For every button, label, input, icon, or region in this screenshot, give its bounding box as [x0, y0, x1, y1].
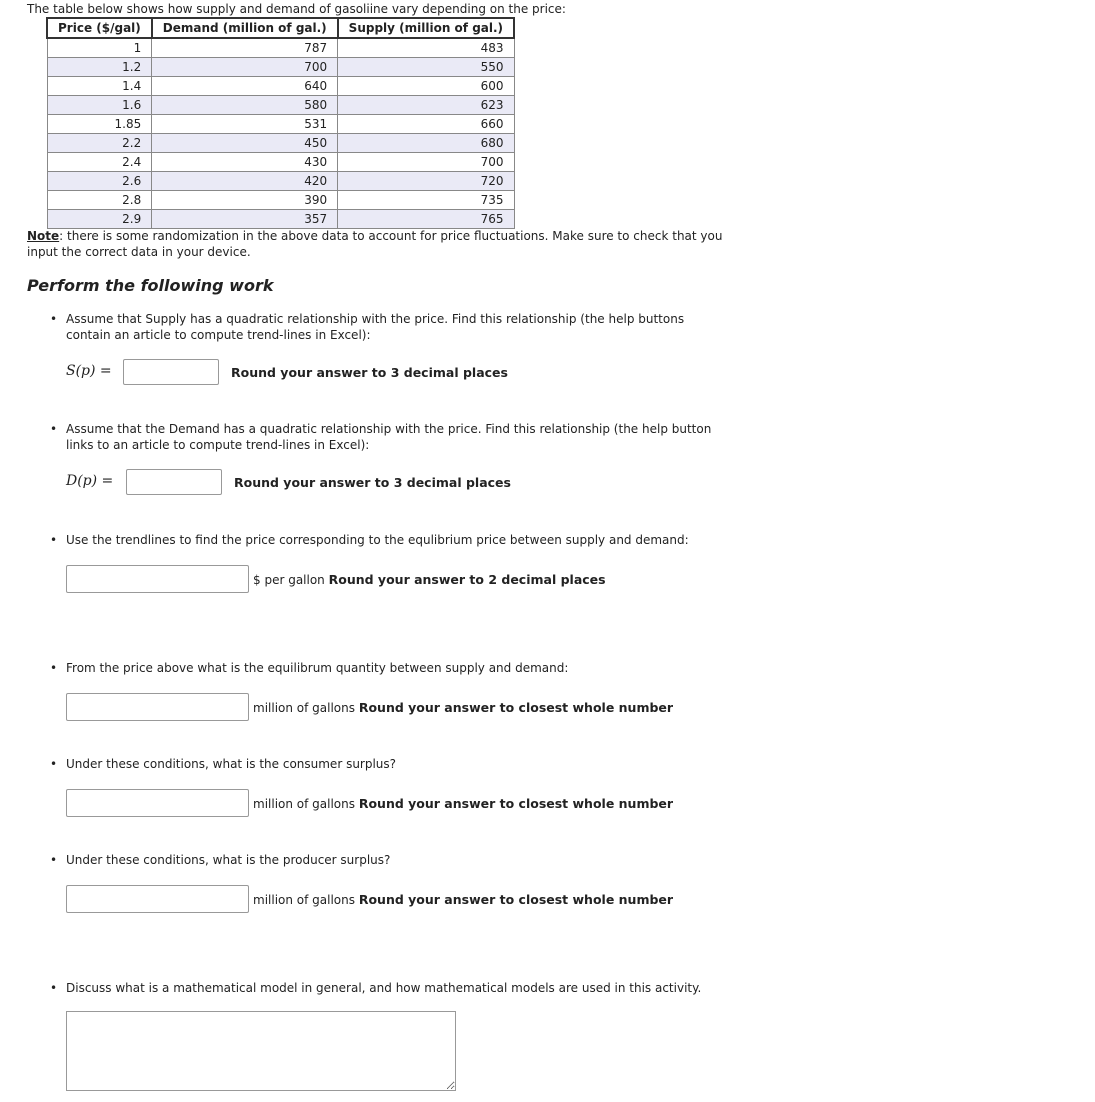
price-cell: 2.2 — [47, 134, 152, 153]
round-hint-text: Round your answer to closest whole number — [358, 700, 674, 715]
header-demand: Demand (million of gal.) — [152, 18, 338, 38]
supply-cell: 623 — [338, 96, 514, 115]
table-row — [47, 153, 514, 172]
question-equilibrium-price — [50, 532, 730, 548]
section-heading: Perform the following work — [27, 276, 274, 295]
price-cell: 2.4 — [47, 153, 152, 172]
question-supply — [50, 311, 730, 343]
supply-cell: 680 — [338, 134, 514, 153]
bullet-dot: • — [50, 661, 58, 675]
question-text: Use the trendlines to find the price corresponding to the equlibrium price between supply and demand: — [66, 533, 689, 547]
question-text: From the price above what is the equilibrum quantity between supply and demand: — [66, 661, 569, 675]
supply-cell: 600 — [338, 77, 514, 96]
unit-text: million of gallons — [253, 701, 356, 715]
bullet-dot: • — [50, 757, 58, 771]
demand-cell: 640 — [152, 77, 338, 96]
demand-cell: 531 — [152, 115, 338, 134]
price-cell: 2.6 — [47, 172, 152, 191]
supply-cell: 735 — [338, 191, 514, 210]
round-hint-text: Round your answer to closest whole number — [358, 796, 674, 811]
supply-cell: 765 — [338, 210, 514, 229]
demand-cell: 450 — [152, 134, 338, 153]
demand-cell: 390 — [152, 191, 338, 210]
consumer-surplus-hint — [253, 796, 673, 811]
price-cell: 1.4 — [47, 77, 152, 96]
question-text: Discuss what is a mathematical model in general, and how mathematical models are used in this activity. — [66, 981, 702, 995]
intro-text: The table below shows how supply and demand of gasoliine vary depending on the price: — [27, 2, 566, 16]
supply-function-input[interactable] — [123, 359, 219, 385]
table-row — [47, 172, 514, 191]
question-equilibrium-quantity — [50, 660, 730, 676]
unit-text: million of gallons — [253, 797, 356, 811]
supply-cell: 550 — [338, 58, 514, 77]
round-hint-text: Round your answer to 3 decimal places — [231, 365, 508, 380]
bullet-dot: • — [50, 981, 58, 995]
header-supply: Supply (million of gal.) — [338, 18, 514, 38]
question-text: Under these conditions, what is the producer surplus? — [66, 853, 391, 867]
table-row — [47, 115, 514, 134]
producer-surplus-hint — [253, 892, 673, 907]
note-label: Note — [27, 229, 60, 243]
supply-cell: 660 — [338, 115, 514, 134]
price-cell: 2.8 — [47, 191, 152, 210]
demand-function-label: D(p) = — [66, 473, 114, 489]
math-model-essay-textarea[interactable] — [66, 1011, 456, 1091]
round-hint-text: Round your answer to closest whole number — [358, 892, 674, 907]
supply-round-hint — [231, 365, 508, 380]
price-cell: 1.2 — [47, 58, 152, 77]
supply-function-label: S(p) = — [66, 363, 112, 379]
round-hint-text: Round your answer to 2 decimal places — [328, 572, 606, 587]
header-price: Price ($/gal) — [47, 18, 152, 38]
round-hint-text: Round your answer to 3 decimal places — [234, 475, 511, 490]
table-header-row — [47, 18, 514, 38]
bullet-dot: • — [50, 312, 58, 326]
demand-cell: 420 — [152, 172, 338, 191]
unit-text: $ per gallon — [253, 573, 325, 587]
supply-cell: 720 — [338, 172, 514, 191]
table-row — [47, 210, 514, 229]
table-row — [47, 38, 514, 58]
bullet-dot: • — [50, 533, 58, 547]
question-math-model — [50, 980, 730, 996]
note-text — [27, 228, 727, 260]
table-row — [47, 77, 514, 96]
table-row — [47, 58, 514, 77]
demand-round-hint — [234, 475, 511, 490]
table-row — [47, 134, 514, 153]
unit-text: million of gallons — [253, 893, 356, 907]
equilibrium-price-hint — [253, 572, 606, 587]
equilibrium-quantity-input[interactable] — [66, 693, 249, 721]
demand-cell: 700 — [152, 58, 338, 77]
demand-cell: 357 — [152, 210, 338, 229]
price-cell: 1 — [47, 38, 152, 58]
question-text: Assume that the Demand has a quadratic relationship with the price. Find this relationship (the help button links to an article to compute trend-lines in Excel): — [66, 422, 712, 452]
table-row — [47, 191, 514, 210]
demand-cell: 580 — [152, 96, 338, 115]
price-cell: 2.9 — [47, 210, 152, 229]
equilibrium-price-input[interactable] — [66, 565, 249, 593]
supply-cell: 700 — [338, 153, 514, 172]
producer-surplus-input[interactable] — [66, 885, 249, 913]
demand-cell: 430 — [152, 153, 338, 172]
supply-demand-table — [46, 17, 515, 229]
bullet-dot: • — [50, 422, 58, 436]
demand-cell: 787 — [152, 38, 338, 58]
question-consumer-surplus — [50, 756, 730, 772]
note-body: : there is some randomization in the above data to account for price fluctuations. Make sure to check that you input the correct data in your device. — [27, 229, 723, 259]
demand-function-input[interactable] — [126, 469, 222, 495]
price-cell: 1.6 — [47, 96, 152, 115]
consumer-surplus-input[interactable] — [66, 789, 249, 817]
question-demand — [50, 421, 730, 453]
question-text: Assume that Supply has a quadratic relationship with the price. Find this relationship (the help buttons contain an article to compute trend-lines in Excel): — [66, 312, 685, 342]
bullet-dot: • — [50, 853, 58, 867]
question-producer-surplus — [50, 852, 730, 868]
table-row — [47, 96, 514, 115]
supply-cell: 483 — [338, 38, 514, 58]
price-cell: 1.85 — [47, 115, 152, 134]
question-text: Under these conditions, what is the consumer surplus? — [66, 757, 397, 771]
equilibrium-quantity-hint — [253, 700, 673, 715]
